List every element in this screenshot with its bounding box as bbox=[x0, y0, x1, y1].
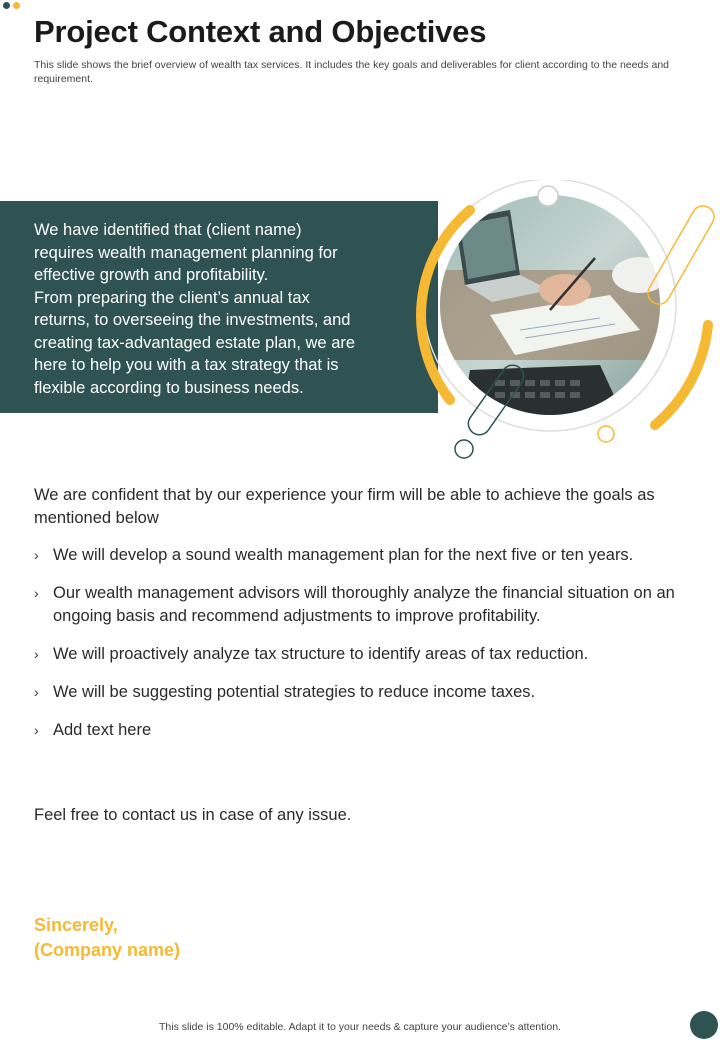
signature-company: (Company name) bbox=[34, 940, 181, 960]
goal-text: Our wealth management advisors will thoroughly analyze the financial situation on an ongoing basis and recommend adjustments to improve profitability. bbox=[53, 584, 675, 625]
list-item bbox=[34, 544, 684, 567]
decor-corner-dot bbox=[690, 1011, 718, 1039]
list-item bbox=[34, 643, 684, 666]
footer-note: This slide is 100% editable. Adapt it to your needs & capture your audience’s attention. bbox=[159, 1021, 561, 1033]
highlight-line: flexible according to business needs. bbox=[34, 378, 304, 397]
highlight-line: effective growth and profitability. bbox=[34, 266, 269, 284]
laptop-desk-photo-icon bbox=[400, 180, 720, 470]
chevron-right-icon: › bbox=[34, 684, 39, 700]
chevron-right-icon: › bbox=[34, 547, 39, 563]
highlight-line: returns, to overseeing the investments, and bbox=[34, 311, 351, 329]
highlight-text bbox=[34, 219, 404, 399]
highlight-line: here to help you with a tax strategy that is bbox=[34, 356, 339, 374]
goal-text: We will be suggesting potential strategies to reduce income taxes. bbox=[53, 683, 536, 701]
closing-line: Feel free to contact us in case of any issue. bbox=[34, 806, 352, 824]
goal-text: We will proactively analyze tax structure to identify areas of tax reduction. bbox=[53, 645, 589, 663]
intro-paragraph: We are confident that by our experience your firm will be able to achieve the goals as mentioned below bbox=[34, 486, 655, 527]
list-item bbox=[34, 681, 684, 704]
page-title: Project Context and Objectives bbox=[34, 14, 487, 49]
highlight-line: requires wealth management planning for bbox=[34, 243, 338, 262]
highlight-line: creating tax-advantaged estate plan, we are bbox=[34, 333, 356, 352]
list-item bbox=[34, 582, 684, 628]
highlight-line: We have identified that (client name) bbox=[34, 221, 302, 239]
chevron-right-icon: › bbox=[34, 646, 39, 662]
signature bbox=[34, 913, 180, 963]
page-subtitle: This slide shows the brief overview of wealth tax services. It includes the key goals and deliverables for client according to the needs and requirement. bbox=[34, 59, 670, 85]
list-item bbox=[34, 719, 684, 742]
goals-list bbox=[34, 544, 684, 757]
goal-text: We will develop a sound wealth management plan for the next five or ten years. bbox=[53, 546, 634, 564]
goal-text: Add text here bbox=[53, 721, 152, 739]
signature-salutation: Sincerely, bbox=[34, 915, 118, 935]
decor-dot-yellow bbox=[13, 2, 20, 9]
decor-dot-teal bbox=[3, 2, 10, 9]
highlight-line: From preparing the client’s annual tax bbox=[34, 288, 310, 307]
chevron-right-icon: › bbox=[34, 585, 39, 601]
chevron-right-icon: › bbox=[34, 722, 39, 738]
